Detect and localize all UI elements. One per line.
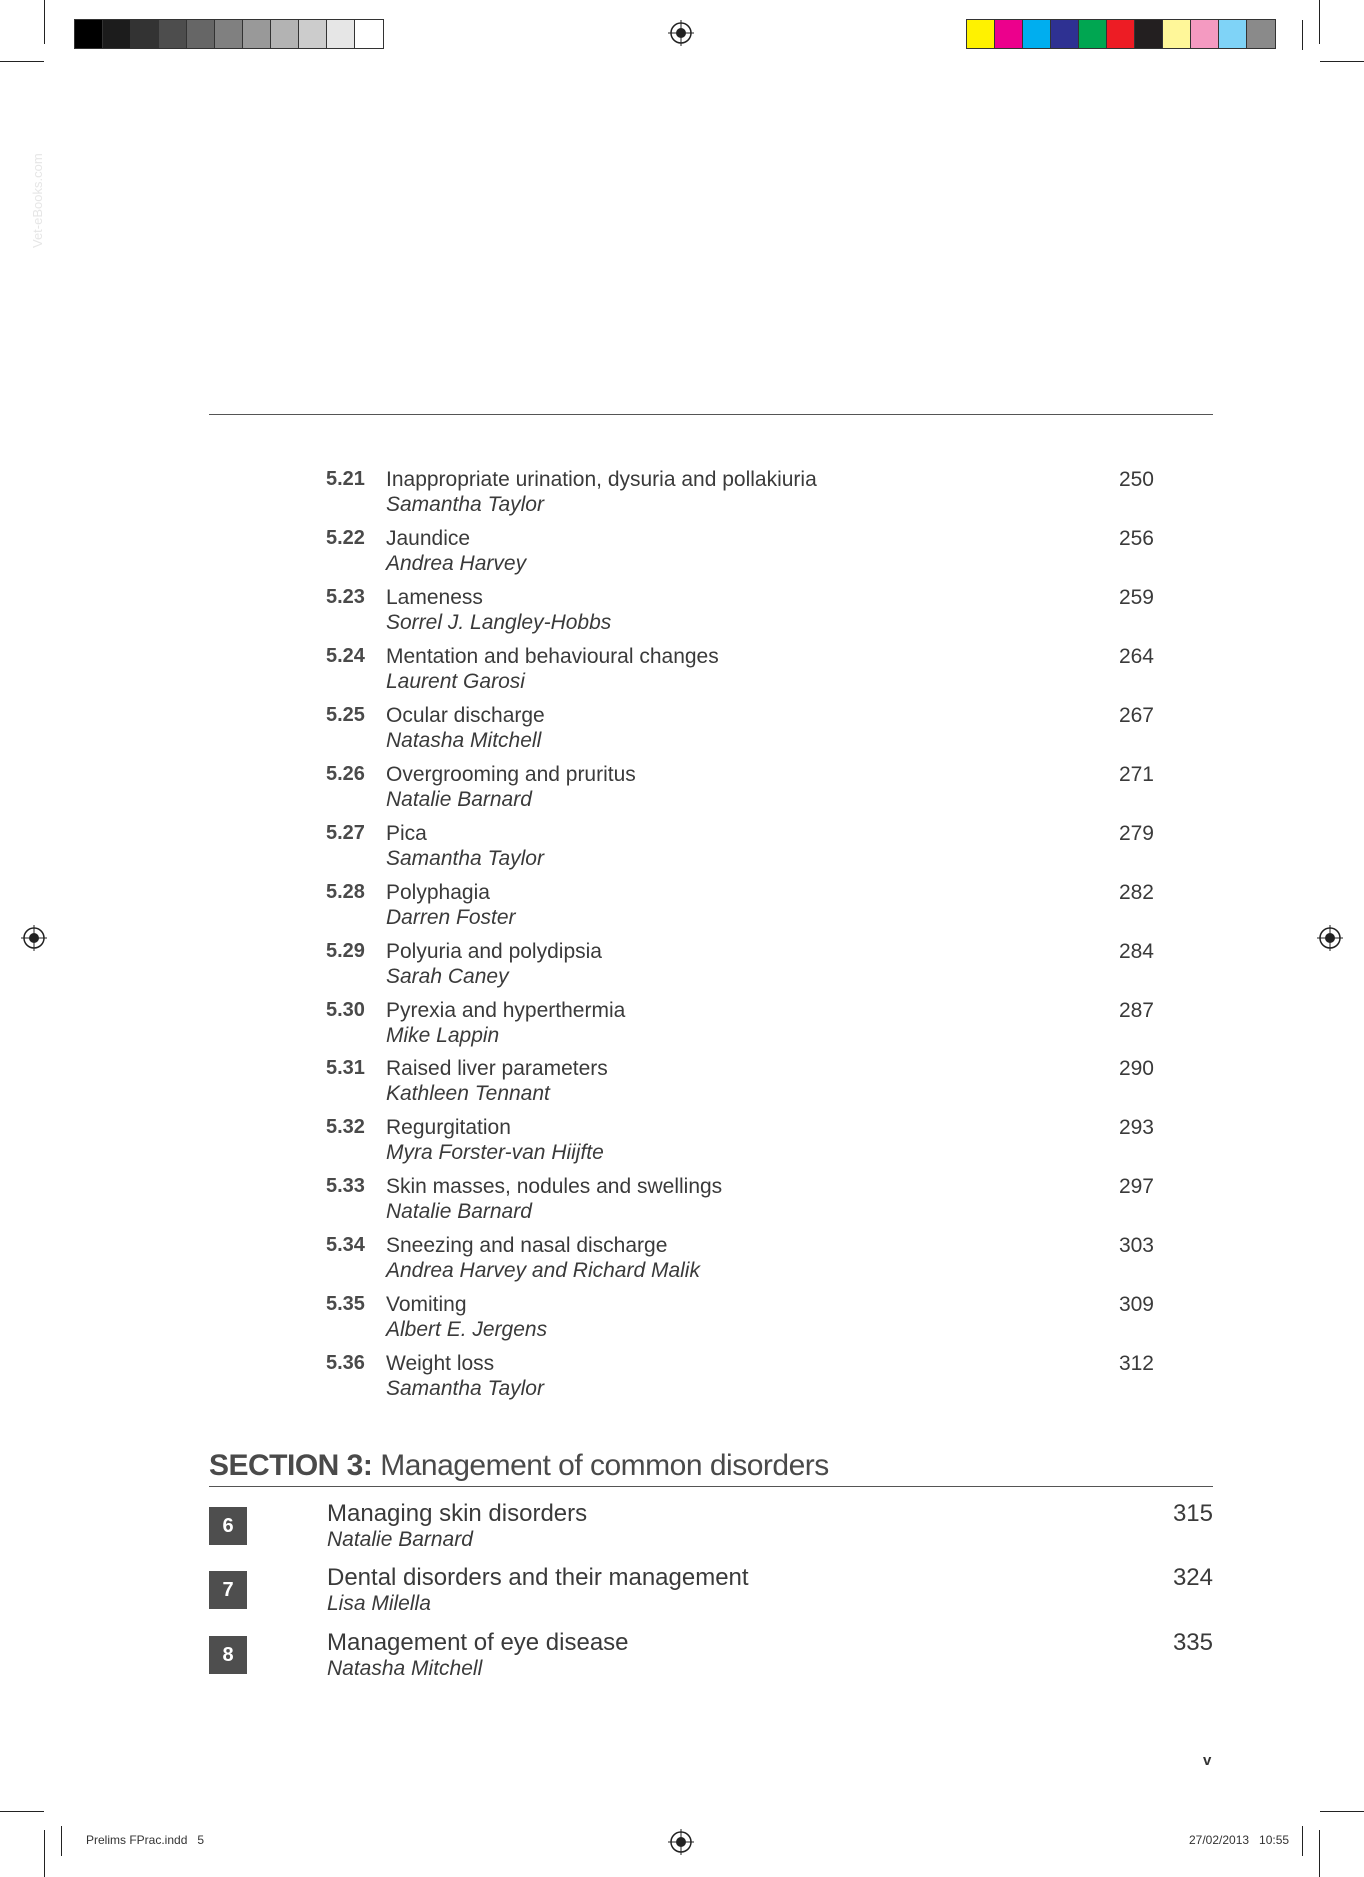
toc-entry[interactable] xyxy=(326,645,1154,699)
entry-author: Mike Lappin xyxy=(386,1024,500,1047)
entry-author: Natalie Barnard xyxy=(386,1200,532,1223)
chapter-page: 324 xyxy=(1172,1564,1213,1591)
chapter-entry[interactable] xyxy=(209,1500,1213,1560)
section-rule xyxy=(209,1486,1213,1487)
entry-number: 5.27 xyxy=(326,822,365,844)
toc-entry[interactable] xyxy=(326,1293,1154,1347)
toc-entry[interactable] xyxy=(326,527,1154,581)
entry-number: 5.32 xyxy=(326,1116,365,1138)
entry-number: 5.30 xyxy=(326,999,365,1021)
grayscale-swatch xyxy=(327,20,355,48)
entry-author: Samantha Taylor xyxy=(386,1377,544,1400)
entry-number: 5.23 xyxy=(326,586,365,608)
entry-title: Inappropriate urination, dysuria and pollakiuria xyxy=(386,468,817,491)
chapter-author: Lisa Milella xyxy=(327,1592,431,1615)
entry-number: 5.24 xyxy=(326,645,365,667)
entry-author: Sarah Caney xyxy=(386,965,509,988)
entry-page: 256 xyxy=(1118,527,1154,550)
toc-entry[interactable] xyxy=(326,1352,1154,1406)
chapter-number-badge: 6 xyxy=(209,1507,247,1545)
registration-mark-top-icon xyxy=(668,20,694,46)
section-heading xyxy=(209,1449,829,1483)
entry-author: Samantha Taylor xyxy=(386,493,544,516)
toc-entry[interactable] xyxy=(326,704,1154,758)
entry-title: Overgrooming and pruritus xyxy=(386,763,636,786)
entry-page: 297 xyxy=(1118,1175,1154,1198)
entry-author: Natasha Mitchell xyxy=(386,729,542,752)
registration-mark-bottom-icon xyxy=(668,1829,694,1855)
chapter-number-badge: 8 xyxy=(209,1636,247,1674)
toc-entry[interactable] xyxy=(326,763,1154,817)
entry-number: 5.22 xyxy=(326,527,365,549)
registration-mark-left-icon xyxy=(21,925,47,951)
grayscale-swatch xyxy=(299,20,327,48)
entry-number: 5.25 xyxy=(326,704,365,726)
toc-entry[interactable] xyxy=(326,468,1154,522)
process-color-swatch xyxy=(1107,20,1135,48)
grayscale-swatch xyxy=(215,20,243,48)
entry-page: 303 xyxy=(1118,1234,1154,1257)
grayscale-swatch xyxy=(187,20,215,48)
process-color-bar xyxy=(966,19,1276,49)
entry-author: Darren Foster xyxy=(386,906,516,929)
chapter-title: Dental disorders and their management xyxy=(327,1564,749,1591)
section-title: Management of common disorders xyxy=(380,1449,829,1482)
toc-entry[interactable] xyxy=(326,881,1154,935)
chapter-page: 335 xyxy=(1172,1629,1213,1656)
entry-title: Ocular discharge xyxy=(386,704,545,727)
grayscale-swatch xyxy=(159,20,187,48)
entry-page: 309 xyxy=(1118,1293,1154,1316)
entry-number: 5.31 xyxy=(326,1057,365,1079)
entry-number: 5.21 xyxy=(326,468,365,490)
grayscale-swatch xyxy=(75,20,103,48)
entry-author: Myra Forster-van Hiijfte xyxy=(386,1141,604,1164)
entry-title: Pyrexia and hyperthermia xyxy=(386,999,626,1022)
entry-page: 279 xyxy=(1118,822,1154,845)
process-color-swatch xyxy=(1247,20,1275,48)
process-color-swatch xyxy=(1191,20,1219,48)
chapter-entry[interactable] xyxy=(209,1564,1213,1624)
toc-entry[interactable] xyxy=(326,822,1154,876)
entry-page: 259 xyxy=(1118,586,1154,609)
chapter-title: Managing skin disorders xyxy=(327,1500,588,1527)
chapter-page: 315 xyxy=(1172,1500,1213,1527)
entry-number: 5.34 xyxy=(326,1234,365,1256)
entry-author: Kathleen Tennant xyxy=(386,1082,550,1105)
entry-title: Regurgitation xyxy=(386,1116,511,1139)
entry-title: Polyphagia xyxy=(386,881,490,904)
entry-title: Weight loss xyxy=(386,1352,495,1375)
process-color-swatch xyxy=(1051,20,1079,48)
entry-page: 282 xyxy=(1118,881,1154,904)
entry-page: 264 xyxy=(1118,645,1154,668)
chapter-title: Management of eye disease xyxy=(327,1629,629,1656)
entry-number: 5.33 xyxy=(326,1175,365,1197)
chapter-author: Natalie Barnard xyxy=(327,1528,473,1551)
entry-page: 267 xyxy=(1118,704,1154,727)
chapter-number-badge: 7 xyxy=(209,1571,247,1609)
process-color-swatch xyxy=(1135,20,1163,48)
entry-title: Mentation and behavioural changes xyxy=(386,645,719,668)
process-color-swatch xyxy=(1219,20,1247,48)
entry-title: Pica xyxy=(386,822,427,845)
entry-title: Sneezing and nasal discharge xyxy=(386,1234,668,1257)
entry-author: Andrea Harvey and Richard Malik xyxy=(386,1259,700,1282)
grayscale-swatch xyxy=(355,20,383,48)
entry-author: Albert E. Jergens xyxy=(386,1318,548,1341)
process-color-swatch xyxy=(1079,20,1107,48)
entry-title: Skin masses, nodules and swellings xyxy=(386,1175,723,1198)
process-color-swatch xyxy=(967,20,995,48)
entry-title: Lameness xyxy=(386,586,483,609)
chapter-author: Natasha Mitchell xyxy=(327,1657,483,1680)
toc-entry[interactable] xyxy=(326,1234,1154,1288)
grayscale-swatch xyxy=(271,20,299,48)
entry-title: Polyuria and polydipsia xyxy=(386,940,602,963)
entry-author: Natalie Barnard xyxy=(386,788,532,811)
toc-entry[interactable] xyxy=(326,586,1154,640)
toc-entry[interactable] xyxy=(326,940,1154,994)
entry-number: 5.26 xyxy=(326,763,365,785)
entry-page: 284 xyxy=(1118,940,1154,963)
page-number: v xyxy=(1203,1752,1212,1769)
process-color-swatch xyxy=(1023,20,1051,48)
toc-entry[interactable] xyxy=(326,999,1154,1053)
entry-title: Raised liver parameters xyxy=(386,1057,608,1080)
entry-author: Andrea Harvey xyxy=(386,552,527,575)
grayscale-swatch xyxy=(243,20,271,48)
watermark: Vet-eBooks.com xyxy=(30,153,45,248)
chapter-entry[interactable] xyxy=(209,1629,1213,1689)
entry-page: 293 xyxy=(1118,1116,1154,1139)
entry-number: 5.35 xyxy=(326,1293,365,1315)
toc-entry[interactable] xyxy=(326,1057,1154,1111)
toc-entry[interactable] xyxy=(326,1116,1154,1170)
entry-number: 5.28 xyxy=(326,881,365,903)
grayscale-swatch xyxy=(131,20,159,48)
section-label: SECTION 3: xyxy=(209,1449,373,1482)
slug-file: Prelims FPrac.indd 5 xyxy=(86,1833,205,1847)
entry-author: Samantha Taylor xyxy=(386,847,544,870)
registration-mark-right-icon xyxy=(1317,925,1343,951)
entry-page: 271 xyxy=(1118,763,1154,786)
slug-timestamp: 27/02/2013 10:55 xyxy=(1189,1833,1290,1847)
process-color-swatch xyxy=(995,20,1023,48)
entry-number: 5.29 xyxy=(326,940,365,962)
grayscale-swatch xyxy=(103,20,131,48)
entry-number: 5.36 xyxy=(326,1352,365,1374)
top-rule xyxy=(209,414,1213,415)
entry-author: Sorrel J. Langley-Hobbs xyxy=(386,611,612,634)
process-color-swatch xyxy=(1163,20,1191,48)
grayscale-bar xyxy=(74,19,384,49)
entry-page: 290 xyxy=(1118,1057,1154,1080)
toc-entry[interactable] xyxy=(326,1175,1154,1229)
entry-author: Laurent Garosi xyxy=(386,670,525,693)
entry-title: Jaundice xyxy=(386,527,471,550)
entry-page: 287 xyxy=(1118,999,1154,1022)
entry-page: 250 xyxy=(1118,468,1154,491)
entry-page: 312 xyxy=(1118,1352,1154,1375)
entry-title: Vomiting xyxy=(386,1293,467,1316)
